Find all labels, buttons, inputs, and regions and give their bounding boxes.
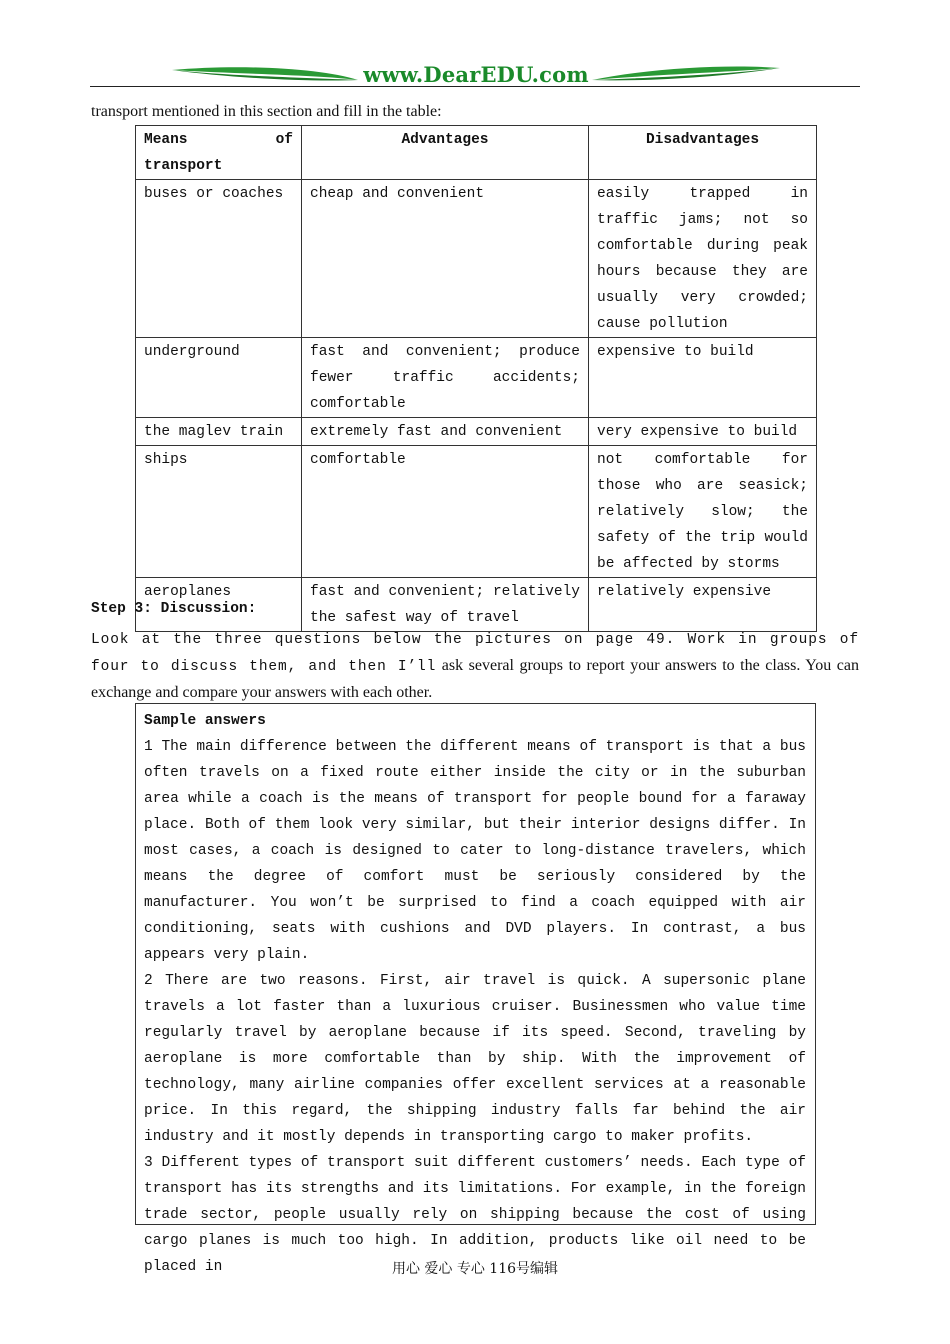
table-cell: ships [136,446,302,578]
step3-body-part2: ask several groups to report your answers to the class. You can exchange and compare your answers with each other. [91,657,859,701]
table-row [136,338,817,418]
table-row [136,446,817,578]
table-cell: cheap and convenient [302,180,589,338]
table-row [136,180,817,338]
table-cell: aeroplanes [136,578,302,632]
page-footer: 用心 爱心 专心 116号编辑 [391,1261,559,1277]
table-cell: the maglev train [136,418,302,446]
table-header-row [136,126,817,180]
answer-paragraph-1: 1 The main difference between the different means of transport is that a bus often travels on a fixed route either inside the city or in the suburban area while a coach is the means of transport for people bound for a faraway place. Both of them look very similar, but their interior designs differ. In most cases, a coach is designed to cater to long-distance travelers, which means the degree of comfort must be seriously considered by the manufacturer. You won’t be surprised to find a coach equipped with air conditioning, seats with cushions and DVD players. In contrast, a bus appears very plain. [144,739,806,963]
header-means-of-transport: Means of transport [136,126,302,180]
header-disadvantages: Disadvantages [589,126,817,180]
sample-answers-title: Sample answers [144,713,266,729]
transport-table [135,125,817,632]
table-cell: fast and convenient; produce fewer traffic accidents; comfortable [302,338,589,418]
step3-heading: Step 3: Discussion: [91,601,257,617]
table-cell: extremely fast and convenient [302,418,589,446]
table-cell: underground [136,338,302,418]
header-divider [90,86,860,87]
table-row [136,418,817,446]
table-cell: expensive to build [589,338,817,418]
table-cell: buses or coaches [136,180,302,338]
step3-body-part1: Look at the three questions below the pictures on page 49. Work in groups of four to discuss them, and then I’ll [91,632,859,675]
header-advantages: Advantages [302,126,589,180]
table-cell: relatively expensive [589,578,817,632]
answer-paragraph-2: 2 There are two reasons. First, air travel is quick. A supersonic plane travels a lot faster than a luxurious cruiser. Businessmen who value time regularly travel by aeroplane because if its speed. Second, traveling by aeroplane is more comfortable than by ship. With the improvement of technology, many airline companies offer excellent services at a reasonable price. In this regard, the shipping industry falls far behind the air industry and it mostly depends in transporting cargo to maker profits. [144,973,806,1145]
table-cell: fast and convenient; relatively the safest way of travel [302,578,589,632]
site-logo-text: www.DearEDU.com [363,62,589,87]
step3-instructions [91,626,859,706]
answer-paragraph-3: 3 Different types of transport suit different customers’ needs. Each type of transport has its strengths and its limitations. For example, in the foreign trade sector, people usually rely on shipping because the cost of using cargo planes is much too high. In addition, products like oil need to be placed in [144,1155,806,1275]
table-cell: comfortable [302,446,589,578]
table-cell: easily trapped in traffic jams; not so comfortable during peak hours because they are usually very crowded; cause pollution [589,180,817,338]
intro-text: transport mentioned in this section and fill in the table: [91,103,442,120]
table-cell: not comfortable for those who are seasick; relatively slow; the safety of the trip would be affected by storms [589,446,817,578]
table-cell: very expensive to build [589,418,817,446]
